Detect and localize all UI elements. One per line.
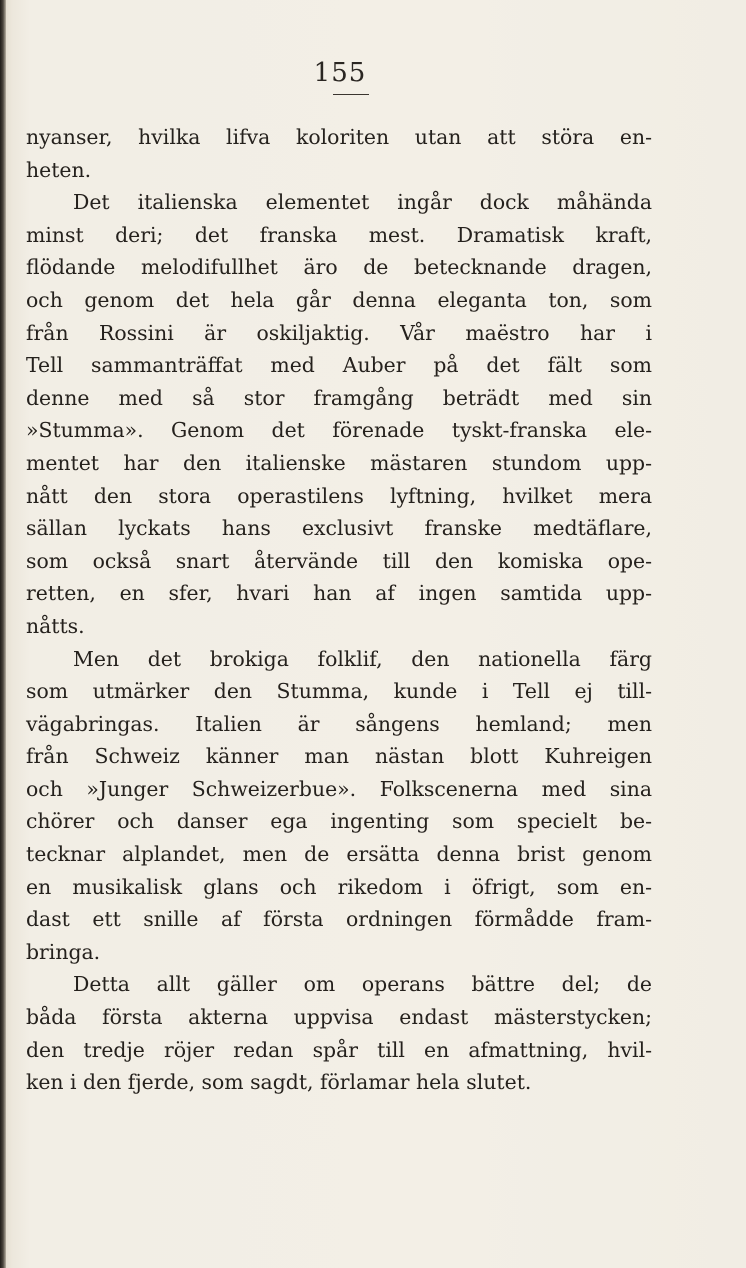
text-line: ken i den fjerde, som sagdt, förlamar hela slutet. — [26, 1070, 532, 1095]
text-line: Men det brokiga folklif, den nationella färg — [73, 646, 652, 671]
text-line: sällan lyckats hans exclusivt franske medtäflare, — [26, 516, 652, 541]
text-line: denne med så stor framgång beträdt med sin — [26, 385, 652, 410]
page-spine-edge — [0, 0, 6, 1268]
text-line: vägabringas. Italien är sångens hemland; men — [26, 711, 652, 736]
text-line: och genom det hela går denna eleganta ton, som — [26, 287, 652, 312]
page-number: 155 — [313, 58, 367, 88]
text-line: minst deri; det franska mest. Dramatisk kraft, — [26, 222, 652, 247]
page-number-rule — [333, 94, 369, 95]
text-line: den tredje röjer redan spår till en afmattning, hvil- — [26, 1037, 652, 1062]
text-line: tecknar alplandet, men de ersätta denna brist genom — [26, 842, 652, 867]
text-line: Tell sammanträffat med Auber på det fält som — [26, 353, 652, 378]
text-line: bringa. — [26, 939, 101, 964]
text-line: båda första akterna uppvisa endast mästerstycken; — [26, 1005, 652, 1030]
text-line: mentet har den italienske mästaren stundom upp- — [26, 450, 652, 475]
text-line: som utmärker den Stumma, kunde i Tell ej till- — [26, 679, 652, 704]
text-line: retten, en sfer, hvari han af ingen samtida upp- — [26, 581, 652, 606]
text-line: från Schweiz känner man nästan blott Kuhreigen — [26, 744, 652, 769]
text-line: och »Junger Schweizerbue». Folkscenerna med sina — [26, 776, 652, 801]
text-line: Det italienska elementet ingår dock måhända — [73, 190, 652, 215]
text-line: nått den stora operastilens lyftning, hvilket mera — [26, 483, 652, 508]
text-line: chörer och danser ega ingenting som specielt be- — [26, 809, 652, 834]
text-line: »Stumma». Genom det förenade tyskt-franska ele- — [26, 418, 652, 443]
text-line: dast ett snille af första ordningen förmådde fram- — [26, 907, 652, 932]
text-line: flödande melodifullhet äro de betecknande dragen, — [26, 255, 652, 280]
text-line: Detta allt gäller om operans bättre del; de — [73, 972, 652, 997]
text-line: nåtts. — [26, 613, 85, 638]
text-line: heten. — [26, 157, 92, 182]
text-line: som också snart återvände till den komiska ope- — [26, 548, 652, 573]
body-text — [26, 121, 652, 1099]
text-line: från Rossini är oskiljaktig. Vår maëstro har i — [26, 320, 652, 345]
text-line: en musikalisk glans och rikedom i öfrigt, som en- — [26, 874, 652, 899]
text-line: nyanser, hvilka lifva koloriten utan att störa en- — [26, 125, 652, 149]
